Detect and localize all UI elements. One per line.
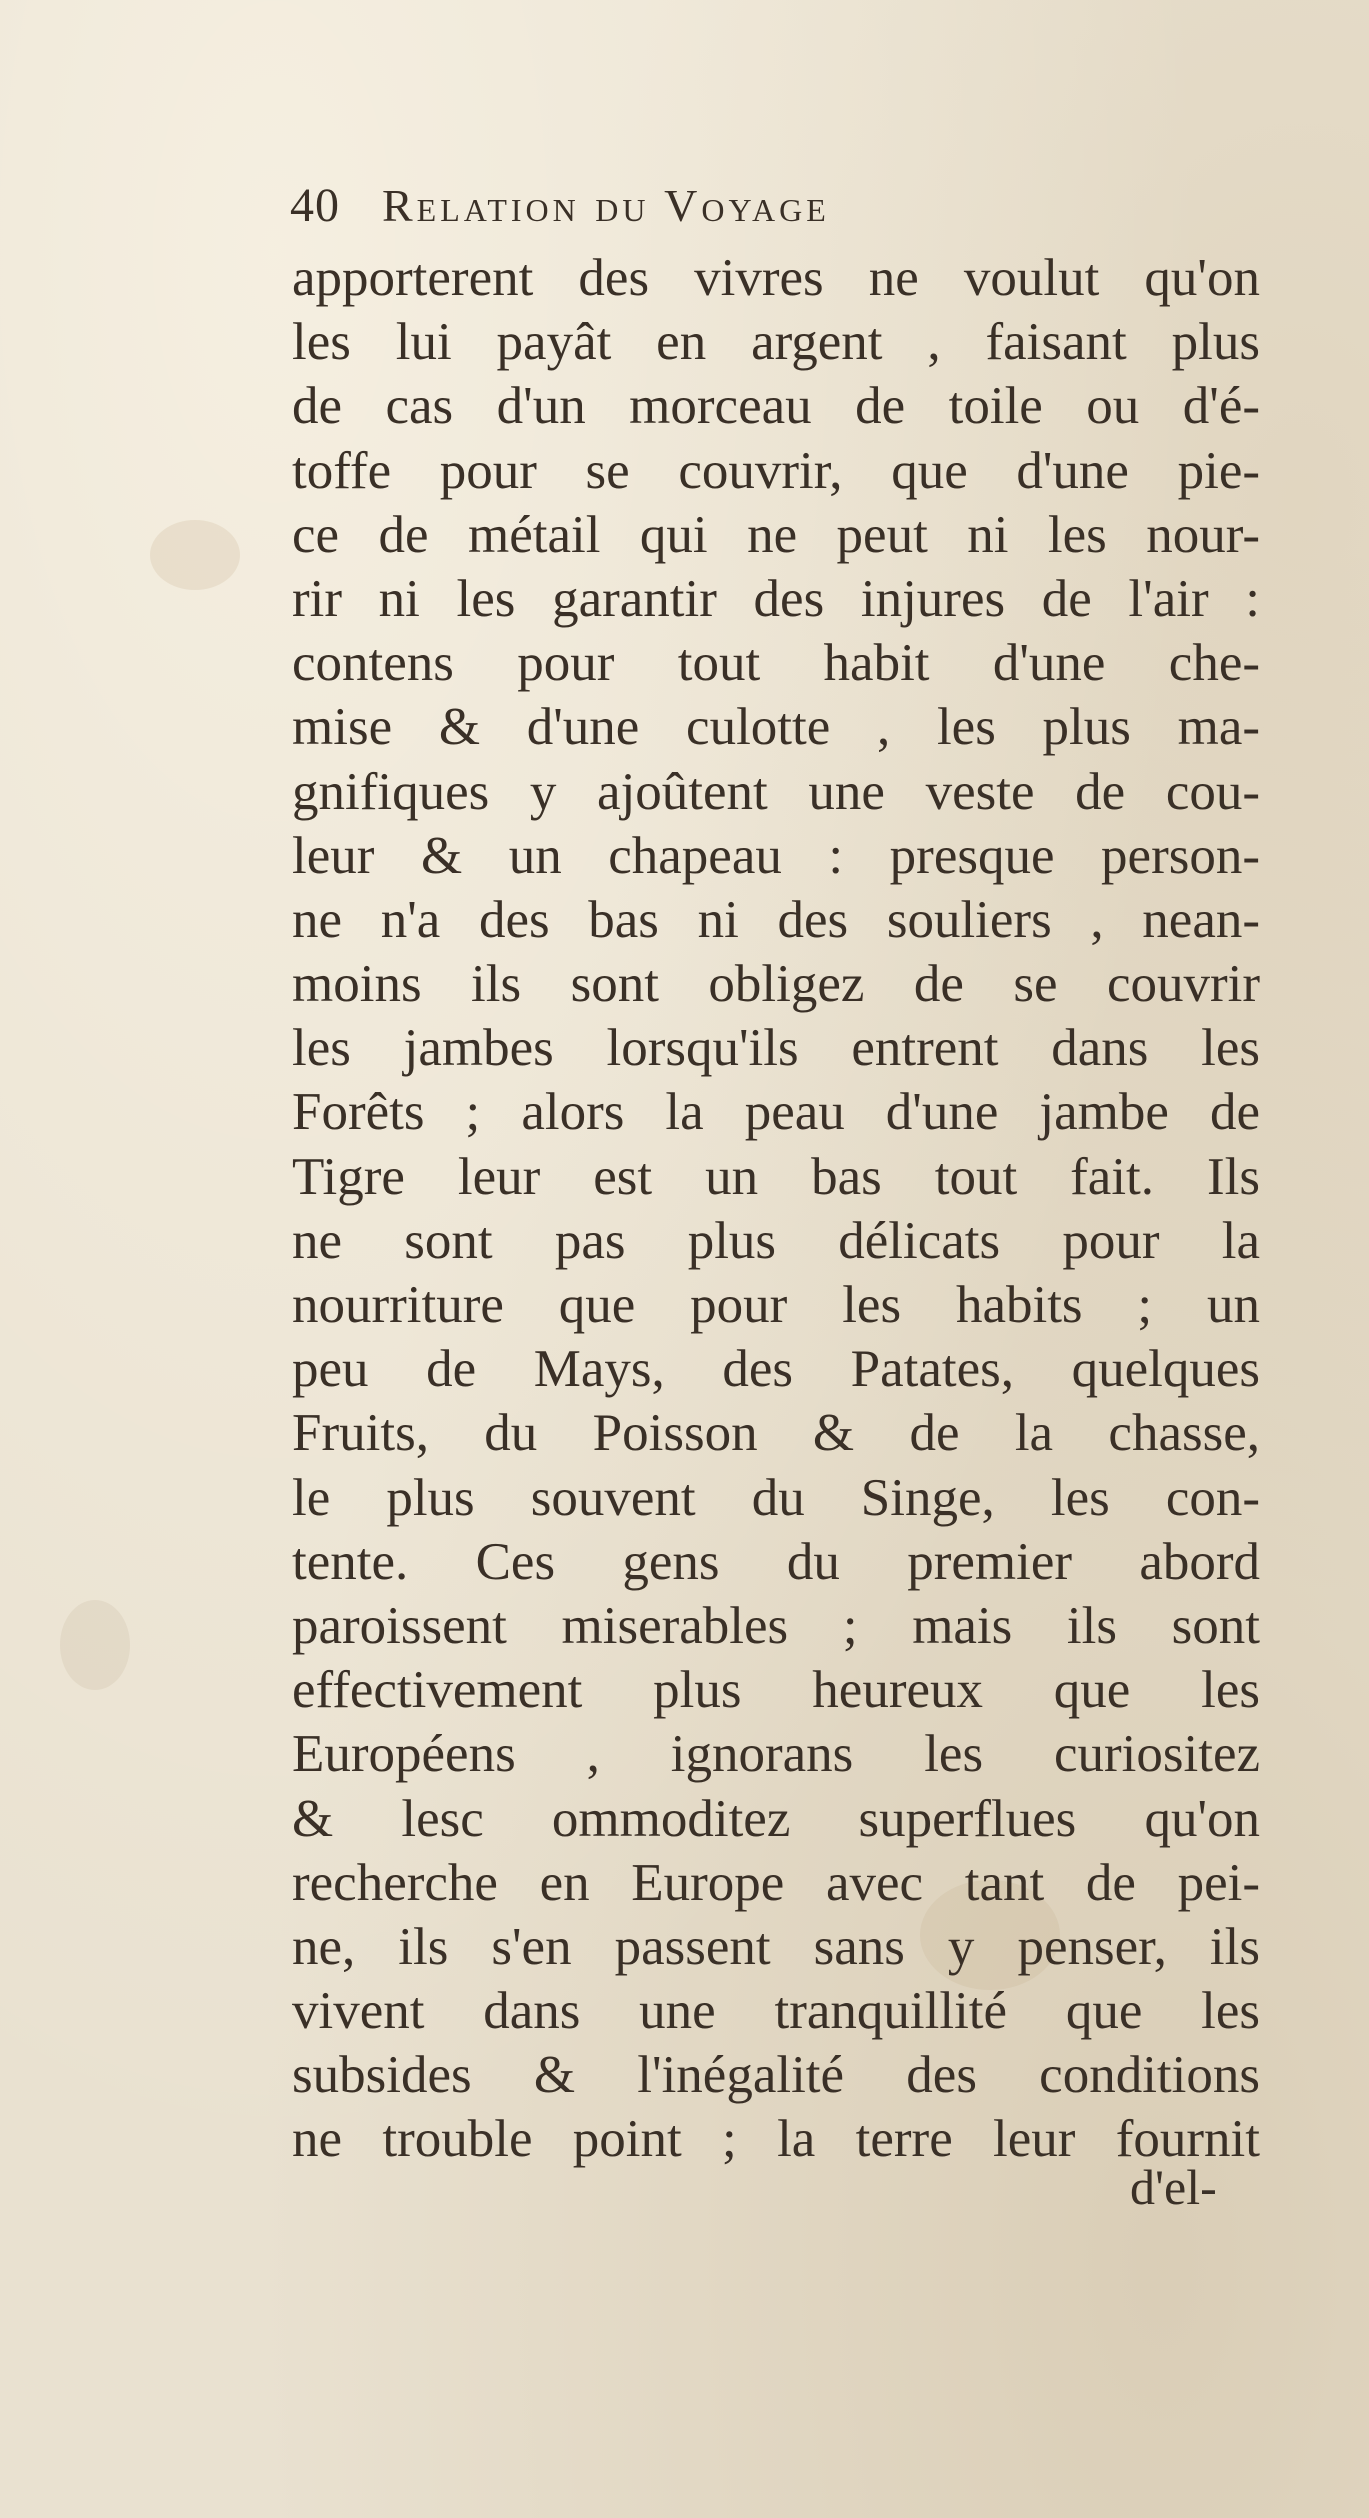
text-line: mise & d'une culotte , les plus ma- xyxy=(292,698,1260,757)
text-line: Européens , ignorans les curiositez xyxy=(292,1725,1260,1784)
running-head xyxy=(290,178,1130,248)
text-line: ne trouble point ; la terre leur fournit xyxy=(292,2110,1260,2169)
text-line: Fruits, du Poisson & de la chasse, xyxy=(292,1404,1260,1463)
body-text xyxy=(292,246,1260,2172)
text-line: ne sont pas plus délicats pour la xyxy=(292,1211,1260,1270)
text-line: ne n'a des bas ni des souliers , nean- xyxy=(292,890,1260,949)
text-line: effectivement plus heureux que les xyxy=(292,1661,1260,1720)
text-line: de cas d'un morceau de toile ou d'é- xyxy=(292,377,1260,436)
text-line: les jambes lorsqu'ils entrent dans les xyxy=(292,1019,1260,1078)
text-line: le plus souvent du Singe, les con- xyxy=(292,1468,1260,1527)
paper-stain xyxy=(150,520,240,590)
text-line: nourriture que pour les habits ; un xyxy=(292,1276,1260,1334)
catchword: d'el- xyxy=(1130,2159,1217,2215)
text-line: contens pour tout habit d'une che- xyxy=(292,634,1260,693)
text-line: Forêts ; alors la peau d'une jambe de xyxy=(292,1083,1260,1142)
text-line: Tigre leur est un bas tout fait. Ils xyxy=(292,1147,1260,1206)
text-line: paroissent miserables ; mais ils sont xyxy=(292,1596,1260,1655)
text-line: vivent dans une tranquillité que les xyxy=(292,1982,1260,2041)
paper-stain xyxy=(60,1600,130,1690)
text-line: ce de métail qui ne peut ni les nour- xyxy=(292,505,1260,564)
text-line: ne, ils s'en passent sans y penser, ils xyxy=(292,1917,1260,1976)
text-line: moins ils sont obligez de se couvrir xyxy=(292,955,1260,1014)
text-line: subsides & l'inégalité des conditions xyxy=(292,2046,1260,2105)
text-line: recherche en Europe avec tant de pei- xyxy=(292,1853,1260,1912)
text-line: peu de Mays, des Patates, quelques xyxy=(292,1340,1260,1399)
text-line: & lesc ommoditez superflues qu'on xyxy=(292,1789,1260,1848)
text-line: tente. Ces gens du premier abord xyxy=(292,1532,1260,1591)
text-line: apporterent des vivres ne voulut qu'on xyxy=(292,249,1260,307)
text-line: les lui payât en argent , faisant plus xyxy=(292,313,1260,372)
running-title: Relation du Voyage xyxy=(382,180,830,231)
text-line: leur & un chapeau : presque person- xyxy=(292,826,1260,885)
text-line: toffe pour se couvrir, que d'une pie- xyxy=(292,441,1260,500)
text-line: rir ni les garantir des injures de l'air : xyxy=(292,569,1260,628)
page-number: 40 xyxy=(290,179,340,232)
text-line: gnifiques y ajoûtent une veste de cou- xyxy=(292,762,1260,821)
